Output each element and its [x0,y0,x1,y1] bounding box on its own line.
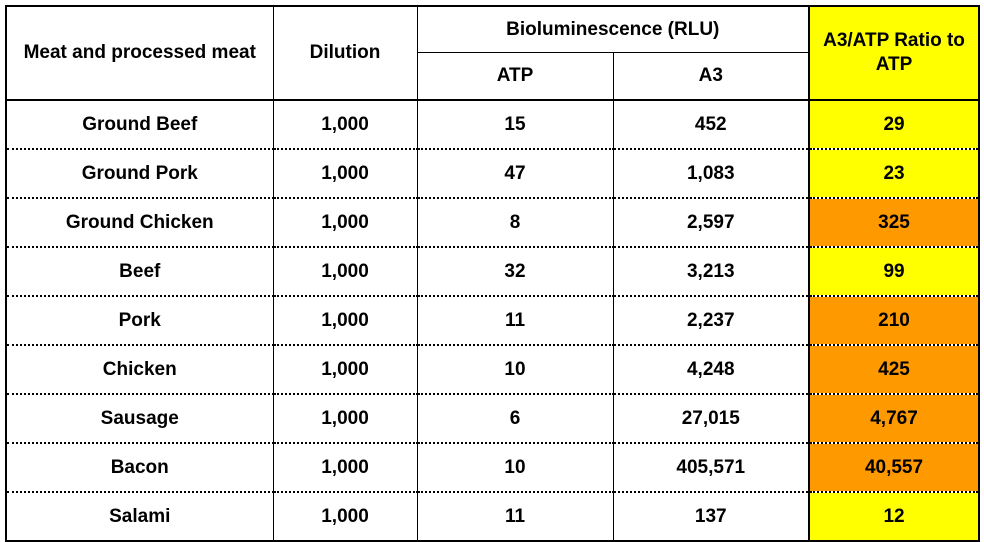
meat-type-cell: Beef [6,247,273,296]
ratio-cell: 210 [809,296,979,345]
dilution-cell: 1,000 [273,100,417,149]
ratio-cell: 12 [809,492,979,541]
a3-cell: 4,248 [613,345,809,394]
dilution-cell: 1,000 [273,345,417,394]
dilution-cell: 1,000 [273,198,417,247]
table-row [6,394,979,443]
a3-cell: 1,083 [613,149,809,198]
dilution-cell: 1,000 [273,296,417,345]
header-bioluminescence: Bioluminescence (RLU) [417,6,809,53]
table-row [6,198,979,247]
atp-cell: 10 [417,345,613,394]
table-row [6,296,979,345]
a3-cell: 2,597 [613,198,809,247]
meat-type-cell: Ground Chicken [6,198,273,247]
meat-type-cell: Ground Pork [6,149,273,198]
ratio-cell: 99 [809,247,979,296]
a3-cell: 2,237 [613,296,809,345]
atp-cell: 11 [417,296,613,345]
ratio-cell: 425 [809,345,979,394]
a3-cell: 27,015 [613,394,809,443]
ratio-cell: 4,767 [809,394,979,443]
a3-cell: 137 [613,492,809,541]
atp-cell: 32 [417,247,613,296]
header-dilution: Dilution [273,6,417,100]
dilution-cell: 1,000 [273,247,417,296]
table-row [6,247,979,296]
a3-cell: 3,213 [613,247,809,296]
dilution-cell: 1,000 [273,149,417,198]
ratio-cell: 29 [809,100,979,149]
table-row [6,100,979,149]
ratio-cell: 23 [809,149,979,198]
meat-type-cell: Salami [6,492,273,541]
atp-cell: 6 [417,394,613,443]
header-meat-type: Meat and processed meat [6,6,273,100]
dilution-cell: 1,000 [273,394,417,443]
header-a3: A3 [613,53,809,101]
meat-type-cell: Bacon [6,443,273,492]
ratio-cell: 325 [809,198,979,247]
dilution-cell: 1,000 [273,443,417,492]
meat-type-cell: Sausage [6,394,273,443]
meat-type-cell: Chicken [6,345,273,394]
atp-cell: 15 [417,100,613,149]
header-ratio: A3/ATP Ratio to ATP [809,6,979,100]
a3-cell: 405,571 [613,443,809,492]
table-row [6,149,979,198]
table-row [6,443,979,492]
ratio-cell: 40,557 [809,443,979,492]
bioluminescence-table [5,5,980,542]
meat-type-cell: Pork [6,296,273,345]
dilution-cell: 1,000 [273,492,417,541]
atp-cell: 11 [417,492,613,541]
header-atp: ATP [417,53,613,101]
table-row [6,492,979,541]
meat-type-cell: Ground Beef [6,100,273,149]
atp-cell: 47 [417,149,613,198]
table-row [6,345,979,394]
atp-cell: 10 [417,443,613,492]
atp-cell: 8 [417,198,613,247]
a3-cell: 452 [613,100,809,149]
